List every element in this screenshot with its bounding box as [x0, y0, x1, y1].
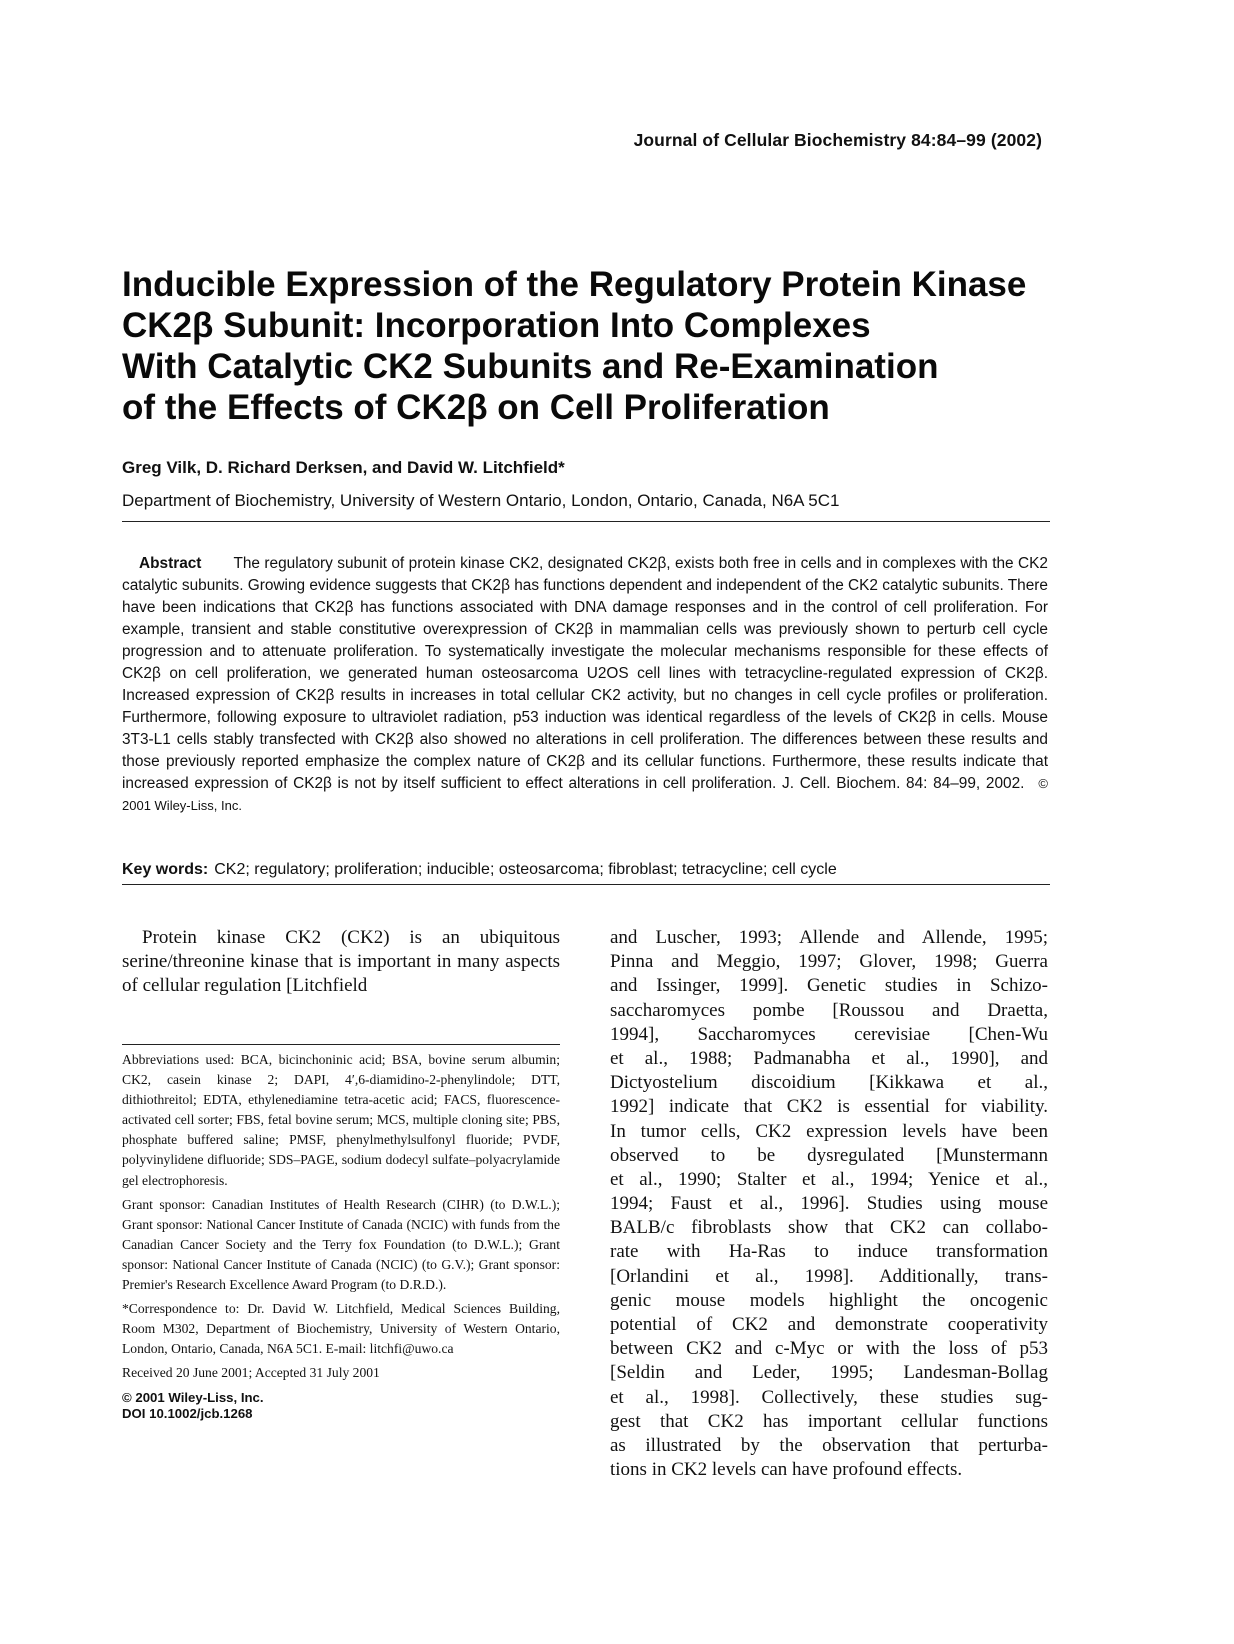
- abstract-text: The regulatory subunit of protein kinase CK2, designated CK2β, exists both free in cells and in complexes with the CK2 catalytic subunits. Growing evidence suggests that CK2β has functions dependent and independent of the CK2 catalytic subunits. There have been indications that CK2β has functions associated with DNA damage responses and in the control of cell proliferation. For example, transient and stable constitutive overexpression of CK2β in mammalian cells was previously shown to perturb cell cycle progression and to attenuate proliferation. To systematically investigate the molecular mechanisms responsible for these effects of CK2β on cell proliferation, we generated human osteosarcoma U2OS cell lines with tetracycline-regulated expression of CK2β. Increased expression of CK2β results in increases in total cellular CK2 activity, but no changes in cell cycle profiles or proliferation. Furthermore, following exposure to ultraviolet radiation, p53 induction was identical regardless of the levels of CK2β in cells. Mouse 3T3-L1 cells stably transfected with CK2β also showed no alterations in cell proliferation. The differences between these results and those previously reported emphasize the complex nature of CK2β and its cellular functions. Furthermore, these results indicate that increased expression of CK2β is not by itself sufficient to effect alterations in cell proliferation.: [122, 555, 1048, 792]
- title-line: of the Effects of CK2β on Cell Proliferation: [122, 388, 830, 427]
- footnote-grants: Grant sponsor: Canadian Institutes of Health Research (CIHR) (to D.W.L.); Grant sponsor: National Cancer Institute of Canada (NCIC) with funds from the Canadian Cancer Society and the Terry fox Foundation (to D.W.L.); Grant sponsor: National Cancer Institute of Canada (NCIC) (to G.V.); Grant sponsor: Premier's Research Excellence Award Program (to D.R.D.).: [122, 1196, 560, 1293]
- footnote-received: Received 20 June 2001; Accepted 31 July 2001: [122, 1365, 380, 1381]
- divider-bottom: [122, 884, 1050, 885]
- footnote-doi: DOI 10.1002/jcb.1268: [122, 1405, 253, 1421]
- abstract: [122, 553, 1048, 817]
- body-line: [Seldin and Leder, 1995; Landesman-Bollag: [610, 1362, 1048, 1384]
- body-line: observed to be dysregulated [Munstermann: [610, 1144, 1048, 1166]
- body-line: and Issinger, 1999]. Genetic studies in Schizo-: [610, 975, 1048, 997]
- body-line: et al., 1988; Padmanabha et al., 1990], and: [610, 1047, 1048, 1069]
- abstract-citation: J. Cell. Biochem. 84: 84–99, 2002.: [782, 775, 1025, 792]
- abstract-copyright: © 2001 Wiley-Liss, Inc.: [122, 776, 1049, 813]
- body-line: tions in CK2 levels can have profound effects.: [610, 1459, 963, 1481]
- body-line: saccharomyces pombe [Roussou and Draetta,: [610, 999, 1048, 1021]
- body-line: [Orlandini et al., 1998]. Additionally, trans-: [610, 1265, 1048, 1287]
- journal-header: Journal of Cellular Biochemistry 84:84–99 (2002): [633, 130, 1042, 150]
- intro-paragraph: Protein kinase CK2 (CK2) is an ubiquitous serine/threonine kinase that is important in many aspects of cellular regulation [Litchfield: [122, 927, 560, 997]
- keywords-label: Key words:: [122, 861, 209, 878]
- abstract-label: Abstract: [139, 555, 202, 572]
- body-line: 1994], Saccharomyces cerevisiae [Chen-Wu: [610, 1023, 1048, 1045]
- body-line: 1992] indicate that CK2 is essential for viability.: [610, 1096, 1048, 1118]
- body-line: between CK2 and c-Myc or with the loss of p53: [610, 1338, 1048, 1360]
- footnotes: [122, 1050, 560, 1422]
- body-line: 1994; Faust et al., 1996]. Studies using mouse: [610, 1193, 1048, 1215]
- body-line: rate with Ha-Ras to induce transformation: [610, 1241, 1048, 1263]
- title-line: CK2β Subunit: Incorporation Into Complexes: [122, 306, 871, 345]
- body-line: and Luscher, 1993; Allende and Allende, 1995;: [610, 927, 1048, 948]
- body-right-column: [610, 926, 1048, 1482]
- author-list: Greg Vilk, D. Richard Derksen, and David W. Litchfield*: [122, 458, 565, 477]
- footnote-copyright: © 2001 Wiley-Liss, Inc.: [122, 1389, 264, 1405]
- body-line: Pinna and Meggio, 1997; Glover, 1998; Guerra: [610, 951, 1048, 973]
- divider-top: [122, 521, 1050, 522]
- body-line: et al., 1998]. Collectively, these studies sug-: [610, 1386, 1048, 1408]
- footnote-abbreviations: Abbreviations used: BCA, bicinchoninic acid; BSA, bovine serum albumin; CK2, casein kinase 2; DAPI, 4′,6-diamidino-2-phenylindole; DTT, dithiothreitol; EDTA, ethylenediamine tetra-acetic acid; FACS, fluorescence-activated cell sorter; FBS, fetal bovine serum; MCS, multiple cloning site; PBS, phosphate buffered saline; PMSF, phenylmethylsulfonyl fluoride; PVDF, polyvinylidene difluoride; SDS–PAGE, sodium dodecyl sulfate–polyacrylamide gel electrophoresis.: [122, 1052, 560, 1188]
- body-line: potential of CK2 and demonstrate cooperativity: [610, 1314, 1048, 1335]
- keywords: [122, 861, 1048, 879]
- body-line: BALB/c fibroblasts show that CK2 can collabo-: [610, 1217, 1048, 1239]
- title-line: Inducible Expression of the Regulatory Protein Kinase: [122, 265, 1027, 304]
- body-line: genic mouse models highlight the oncogenic: [610, 1289, 1048, 1311]
- body-line: In tumor cells, CK2 expression levels have been: [610, 1120, 1048, 1142]
- body-line: et al., 1990; Stalter et al., 1994; Yenice et al.,: [610, 1168, 1048, 1190]
- affiliation: Department of Biochemistry, University of Western Ontario, London, Ontario, Canada, N6A 5C1: [122, 491, 840, 510]
- footnote-divider: [122, 1044, 560, 1045]
- body-line: Dictyostelium discoidium [Kikkawa et al.,: [610, 1072, 1048, 1094]
- article-title: [122, 264, 1122, 428]
- keywords-text: CK2; regulatory; proliferation; inducible; osteosarcoma; fibroblast; tetracycline; cell cycle: [214, 861, 837, 878]
- copyright-block: [122, 1390, 560, 1422]
- footnote-correspondence: *Correspondence to: Dr. David W. Litchfield, Medical Sciences Building, Room M302, Department of Biochemistry, University of Western Ontario, London, Ontario, Canada, N6A 5C1. E-mail: litchfi@uwo.ca: [122, 1301, 560, 1357]
- body-line: gest that CK2 has important cellular functions: [610, 1410, 1048, 1432]
- body-line: as illustrated by the observation that perturba-: [610, 1434, 1048, 1456]
- title-line: With Catalytic CK2 Subunits and Re-Examination: [122, 347, 939, 386]
